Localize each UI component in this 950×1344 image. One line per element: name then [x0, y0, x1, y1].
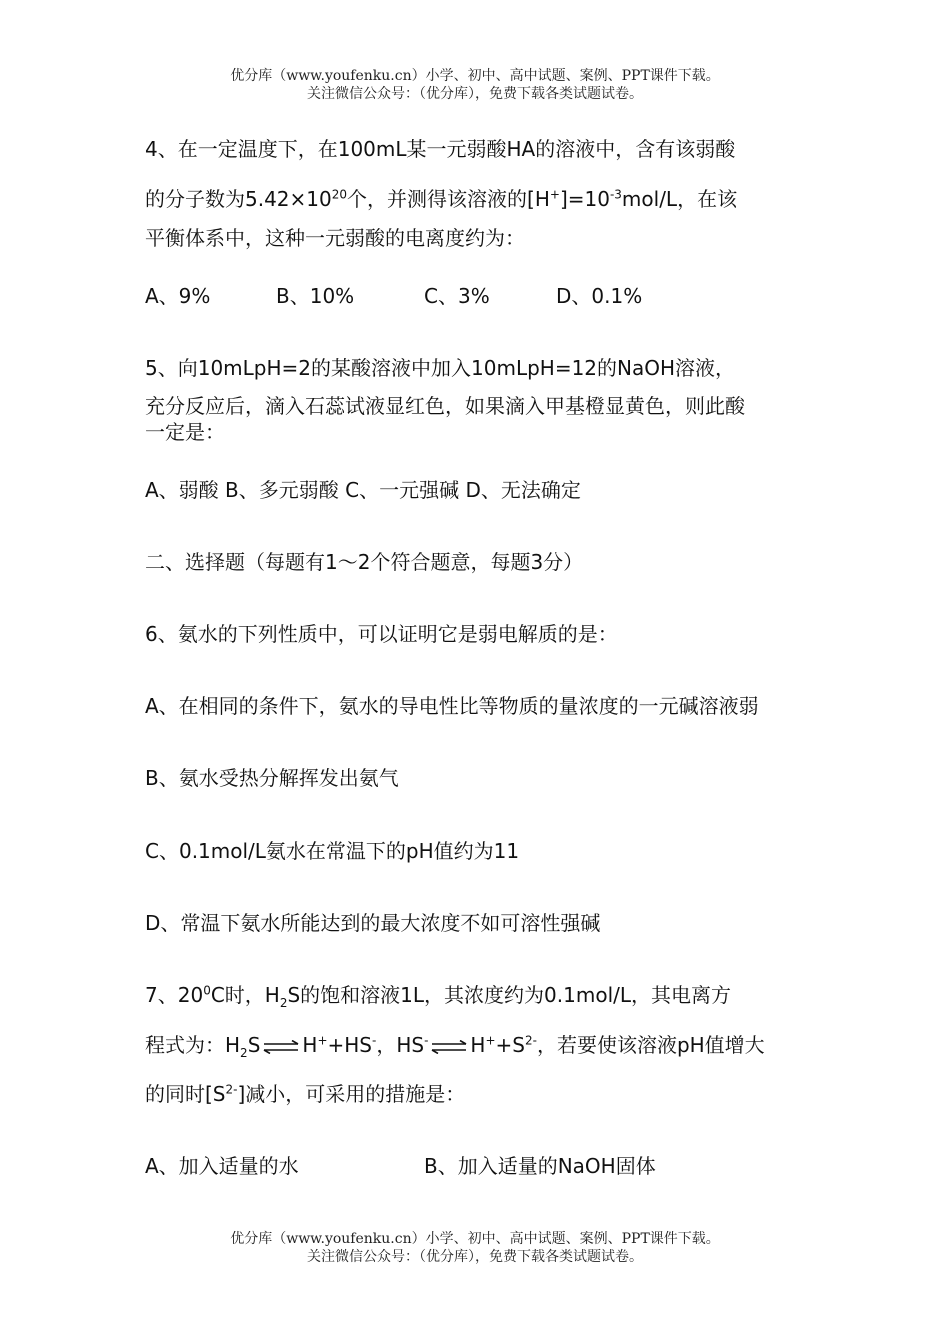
q6-option-b[interactable]: B、氨水受热分解挥发出氨气	[145, 766, 399, 790]
q7-degree: 0	[203, 983, 211, 998]
q7-text: H	[470, 1033, 486, 1057]
page-header	[0, 67, 950, 103]
q5-stem-line-1: 5、向10mLpH=2的某酸溶液中加入10mLpH=12的NaOH溶液，	[145, 356, 736, 380]
q7-text: +S	[495, 1033, 525, 1057]
q7-text: C时，H	[210, 983, 280, 1007]
q5-stem-line-2: 充分反应后，滴入石蕊试液显红色，如果滴入甲基橙显黄色，则此酸	[145, 394, 745, 418]
q7-text: S	[247, 1033, 261, 1057]
q4-option-c[interactable]: C、3%	[424, 284, 490, 308]
q6-option-d[interactable]: D、常温下氨水所能达到的最大浓度不如可溶性强碱	[145, 911, 601, 935]
q7-charge: +	[485, 1033, 496, 1048]
equilibrium-arrow-icon	[430, 1040, 468, 1054]
q4-text: 的分子数为5.42×10	[145, 187, 332, 211]
q7-charge: 2-	[225, 1082, 238, 1097]
q4-exponent: 20	[331, 187, 348, 202]
q4-exponent: -3	[609, 187, 622, 202]
q7-stem-line-2	[145, 1032, 765, 1058]
q4-stem-line-2	[145, 186, 737, 212]
q7-charge: 2-	[524, 1033, 537, 1048]
q7-text: 程式为：H	[145, 1033, 241, 1057]
q7-text: H	[302, 1033, 318, 1057]
q4-stem-line-3: 平衡体系中，这种一元弱酸的电离度约为：	[145, 226, 525, 250]
q7-subscript: 2	[240, 1046, 248, 1060]
q7-charge: -	[372, 1033, 377, 1048]
q7-charge: -	[424, 1033, 429, 1048]
section-2-title: 二、选择题（每题有1～2个符合题意，每题3分）	[145, 550, 584, 574]
q4-stem-line-1: 4、在一定温度下，在100mL某一元弱酸HA的溶液中，含有该弱酸	[145, 137, 736, 161]
q7-option-a[interactable]: A、加入适量的水	[145, 1154, 299, 1178]
q6-stem: 6、氨水的下列性质中，可以证明它是弱电解质的是：	[145, 622, 618, 646]
q5-stem-line-3: 一定是：	[145, 420, 225, 444]
q4-text: mol/L，在该	[621, 187, 738, 211]
q4-option-d[interactable]: D、0.1%	[556, 284, 643, 308]
q7-text: 的同时[S	[145, 1082, 226, 1106]
page-footer	[0, 1230, 950, 1266]
q7-text: ，若要使该溶液pH值增大	[536, 1033, 765, 1057]
q4-option-b[interactable]: B、10%	[276, 284, 355, 308]
footer-line-1: 优分库（www.youfenku.cn）小学、初中、高中试题、案例、PPT课件下载。	[230, 1231, 720, 1247]
q7-stem-line-3	[145, 1081, 465, 1107]
q6-option-c[interactable]: C、0.1mol/L氨水在常温下的pH值约为11	[145, 839, 520, 863]
q7-subscript: 2	[279, 996, 288, 1010]
q4-text: ]=10	[559, 187, 610, 211]
footer-line-2: 关注微信公众号：（优分库），免费下载各类试题试卷。	[307, 1249, 643, 1265]
q7-text: +HS	[327, 1033, 372, 1057]
q7-text: S的饱和溶液1L，其浓度约为0.1mol/L，其电离方	[287, 983, 732, 1007]
q7-text: ]减小，可采用的措施是：	[237, 1082, 466, 1106]
q7-stem-line-1	[145, 982, 731, 1008]
equilibrium-arrow-icon	[262, 1040, 300, 1054]
q7-charge: +	[317, 1033, 328, 1048]
q7-text: ，HS	[376, 1033, 425, 1057]
q4-text: 个，并测得该溶液的[H	[347, 187, 550, 211]
header-line-2: 关注微信公众号：（优分库），免费下载各类试题试卷。	[307, 86, 643, 102]
q6-option-a[interactable]: A、在相同的条件下，氨水的导电性比等物质的量浓度的一元碱溶液弱	[145, 694, 759, 718]
q4-charge: +	[549, 187, 560, 202]
q7-option-b[interactable]: B、加入适量的NaOH固体	[424, 1154, 656, 1178]
header-line-1: 优分库（www.youfenku.cn）小学、初中、高中试题、案例、PPT课件下载。	[230, 68, 720, 84]
q4-option-a[interactable]: A、9%	[145, 284, 211, 308]
q5-options[interactable]: A、弱酸 B、多元弱酸 C、一元强碱 D、无法确定	[145, 478, 581, 502]
q7-text: 7、20	[145, 983, 204, 1007]
